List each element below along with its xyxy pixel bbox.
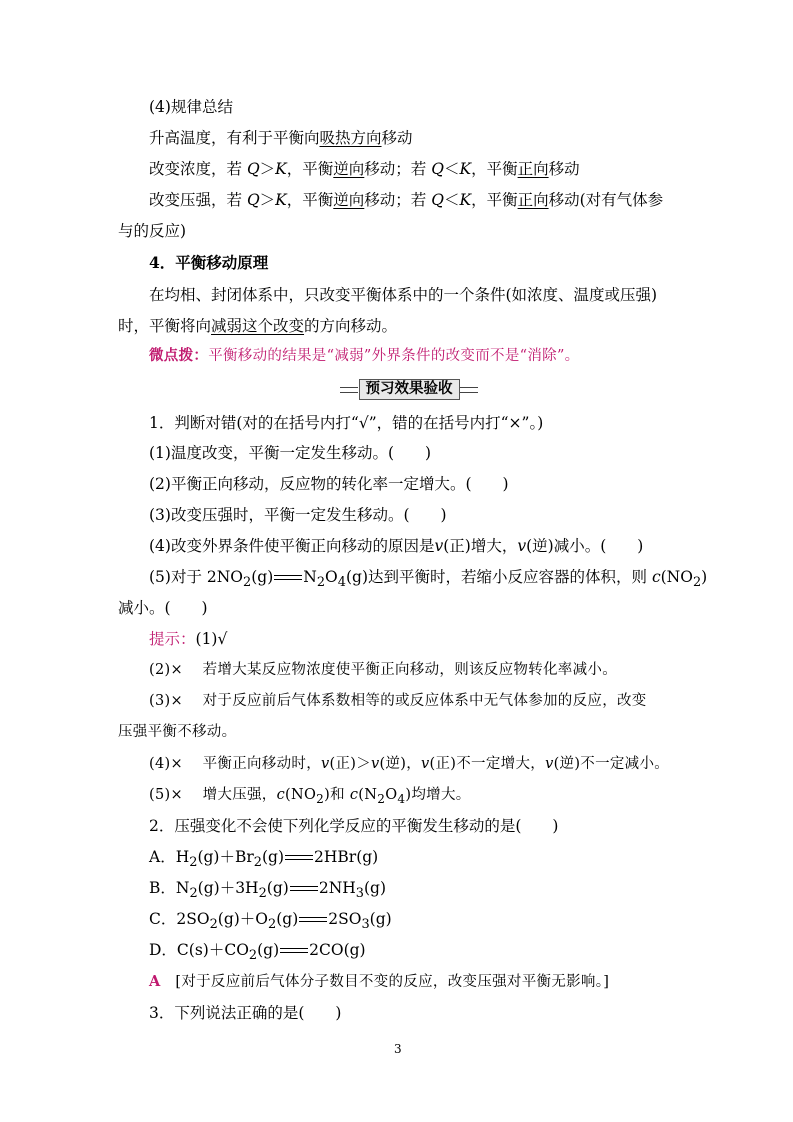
q1-item-1: (1)温度改变，平衡一定发生移动。( ) <box>149 444 432 462</box>
tip-text: 平衡移动的结果是“减弱”外界条件的改变而不是“消除”。 <box>208 348 580 364</box>
q2-option-b: B．$N_2(g)+3H_2(g)$ $2NH_3(g)$ <box>149 879 387 902</box>
q1-answer-1: 提示：(1)√ <box>149 630 228 648</box>
answer-label: 提示： <box>149 630 196 648</box>
principle-line-2: 时，平衡将向减弱这个改变的方向移动。 <box>118 317 398 335</box>
q2-option-c: C．$2SO_2(g)+O_2(g)$ $2SO_3(g)$ <box>149 910 392 933</box>
q1-answer-4: (4)× 平衡正向移动时，v(正)＞v(逆)，v(正)不一定增大，v(逆)不一定减小。 <box>149 756 670 772</box>
q1-item-5: (5)对于 $2NO_2(g)$ $N_2O_4(g)$达到平衡时，若缩小反应容器的体积，则 $c(NO_2)$ <box>149 568 708 591</box>
q1-answer-3-cont: 压强平衡不移动。 <box>118 724 237 740</box>
pressure-rule: 改变压强，若 Q＞K，平衡逆向移动；若 Q＜K，平衡正向移动(对有气体参 <box>149 191 664 209</box>
q3-stem: 3．下列说法正确的是( ) <box>149 1004 342 1022</box>
equilibrium-arrow-icon <box>284 852 314 864</box>
equilibrium-arrow-icon <box>298 914 328 926</box>
q2-answer: A [对于反应前后气体分子数目不变的反应，改变压强对平衡无影响。] <box>149 973 610 990</box>
concentration-rule: 改变浓度，若 Q＞K，平衡逆向移动；若 Q＜K，平衡正向移动 <box>149 160 580 178</box>
q1-answer-2: (2)× 若增大某反应物浓度使平衡正向移动，则该反应物转化率减小。 <box>149 662 618 678</box>
q1-item-5-cont: 减小。( ) <box>118 599 208 617</box>
q1-item-4: (4)改变外界条件使平衡正向移动的原因是v(正)增大，v(逆)减小。( ) <box>149 537 644 555</box>
answer-letter: A <box>149 973 161 990</box>
pressure-rule-cont: 与的反应) <box>118 222 187 240</box>
underlined-term: 吸热方向 <box>319 129 382 147</box>
q2-option-a: A．$H_2(g)+Br_2(g)$ 2HBr(g) <box>149 848 379 871</box>
page-number: 3 <box>394 1042 402 1056</box>
q2-stem: 2．压强变化不会使下列化学反应的平衡发生移动的是( ) <box>149 817 559 835</box>
equilibrium-arrow-icon <box>289 883 319 895</box>
section-title: 预习效果验收 <box>359 379 460 400</box>
principle-heading: 4．平衡移动原理 <box>149 253 269 272</box>
q1-stem: 1．判断对错(对的在括号内打“√”，错的在括号内打“×”。) <box>149 414 544 432</box>
q1-answer-3: (3)× 对于反应前后气体系数相等的或反应体系中无气体参加的反应，改变 <box>149 693 647 709</box>
tip-label: 微点拨： <box>149 347 209 364</box>
principle-line-1: 在均相、封闭体系中，只改变平衡体系中的一个条件(如浓度、温度或压强) <box>149 286 658 304</box>
q1-item-3: (3)改变压强时，平衡一定发生移动。( ) <box>149 506 447 524</box>
equilibrium-arrow-icon <box>279 945 309 957</box>
equilibrium-arrow-icon <box>273 572 303 584</box>
q2-option-d: D．$C(s)+CO_2(g)$ 2CO(g) <box>149 941 366 964</box>
tip-note <box>149 346 579 366</box>
q1-answer-5: (5)× 增大压强，$c(NO_2)$和 $c(N_2O_4)$均增大。 <box>149 787 471 806</box>
rule-title: (4)规律总结 <box>149 98 233 116</box>
section-banner <box>340 378 478 400</box>
q1-item-2: (2)平衡正向移动，反应物的转化率一定增大。( ) <box>149 475 509 493</box>
temperature-rule: 升高温度，有利于平衡向吸热方向移动 <box>149 129 413 147</box>
